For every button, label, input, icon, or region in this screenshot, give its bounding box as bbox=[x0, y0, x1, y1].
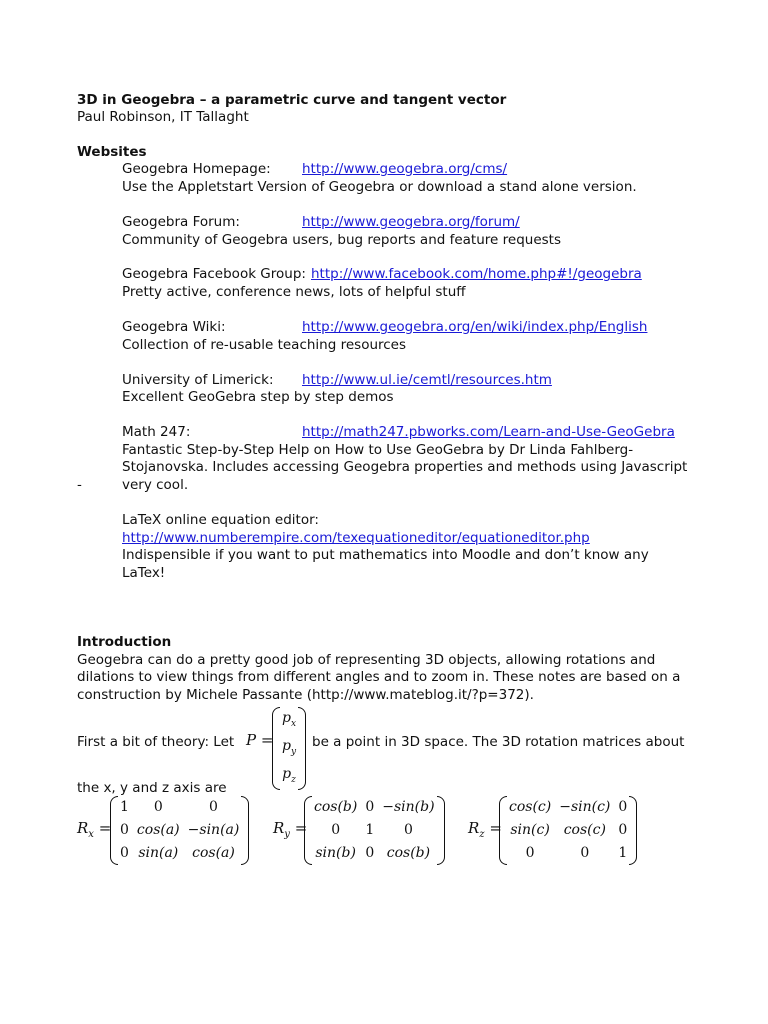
matrix-cell: −sin(c) bbox=[559, 799, 611, 815]
matrix-cell: sin(b) bbox=[315, 845, 356, 861]
doc-author: Paul Robinson, IT Tallaght bbox=[77, 109, 249, 125]
matrix-cell: 0 bbox=[525, 845, 535, 861]
matrix-cell: cos(c) bbox=[563, 822, 606, 838]
left-bracket bbox=[272, 707, 280, 790]
intro-para-line3: construction by Michele Passante (http://www.mateblog.it/?p=372). bbox=[77, 687, 534, 703]
intro-para-line2: dilations to view things from different angles and to zoom in. These notes are based on a bbox=[77, 669, 681, 685]
matrix-cell: 0 bbox=[365, 845, 375, 861]
site-desc-limerick: Excellent GeoGebra step by step demos bbox=[122, 389, 394, 405]
p-vector bbox=[272, 707, 306, 790]
rz-matrix bbox=[499, 796, 637, 865]
bullet-dash: - bbox=[77, 477, 82, 493]
matrix-cell: cos(b) bbox=[314, 799, 358, 815]
matrix-cell: 0 bbox=[580, 845, 590, 861]
matrix-cell: 0 bbox=[618, 822, 628, 838]
matrix-cell: 0 bbox=[331, 822, 341, 838]
rx-matrix-grid bbox=[110, 796, 249, 865]
site-desc-math247-line1: Fantastic Step-by-Step Help on How to Use GeoGebra by Dr Linda Fahlberg- bbox=[122, 442, 634, 458]
p-vector-lhs: P = bbox=[246, 731, 274, 749]
site-desc-wiki: Collection of re-usable teaching resources bbox=[122, 337, 407, 353]
matrix-cell: cos(a) bbox=[192, 845, 235, 861]
matrix-cell: 0 bbox=[209, 799, 218, 815]
right-bracket bbox=[241, 796, 249, 865]
site-link-forum[interactable]: http://www.geogebra.org/forum/ bbox=[302, 214, 520, 230]
site-link-homepage[interactable]: http://www.geogebra.org/cms/ bbox=[302, 161, 508, 177]
axis-text: the x, y and z axis are bbox=[77, 780, 227, 796]
ry-matrix-grid bbox=[304, 796, 445, 865]
matrix-cell: 0 bbox=[153, 799, 163, 815]
site-desc-forum: Community of Geogebra users, bug reports and feature requests bbox=[122, 232, 561, 248]
matrix-cell: cos(a) bbox=[136, 822, 180, 838]
site-desc-homepage: Use the Appletstart Version of Geogebra or download a stand alone version. bbox=[122, 179, 637, 195]
matrix-cell: 0 bbox=[120, 845, 129, 861]
intro-para-line1: Geogebra can do a pretty good job of representing 3D objects, allowing rotations and bbox=[77, 652, 656, 668]
ry-matrix bbox=[304, 796, 445, 865]
matrix-cell: 0 bbox=[120, 822, 129, 838]
right-bracket bbox=[437, 796, 445, 865]
rx-lhs: $R_x$ = bbox=[77, 819, 112, 840]
site-label-math247: Math 247: bbox=[122, 424, 191, 440]
site-link-facebook[interactable]: http://www.facebook.com/home.php#!/geogebra bbox=[311, 266, 642, 282]
left-bracket bbox=[499, 796, 507, 865]
rx-matrix bbox=[110, 796, 249, 865]
site-desc-latex-line1: Indispensible if you want to put mathematics into Moodle and don’t know any bbox=[122, 547, 649, 563]
matrix-cell: cos(b) bbox=[386, 845, 431, 861]
matrix-cell: cos(c) bbox=[509, 799, 552, 815]
matrix-cell: 0 bbox=[365, 799, 375, 815]
matrix-cell: sin(a) bbox=[138, 845, 179, 861]
matrix-cell: 0 bbox=[403, 822, 413, 838]
site-label-facebook: Geogebra Facebook Group: bbox=[122, 266, 306, 282]
rz-matrix-grid bbox=[499, 796, 637, 865]
p-vector-x: $p_x$ bbox=[282, 710, 297, 729]
site-desc-math247-line2: Stojanovska. Includes accessing Geogebra properties and methods using Javascript bbox=[122, 459, 688, 475]
site-link-latex[interactable]: http://www.numberempire.com/texequationeditor/equationeditor.php bbox=[122, 530, 590, 546]
site-desc-math247-line3: very cool. bbox=[122, 477, 189, 493]
matrix-cell: 1 bbox=[120, 799, 129, 815]
matrix-cell: 0 bbox=[618, 799, 628, 815]
doc-title: 3D in Geogebra – a parametric curve and tangent vector bbox=[77, 92, 507, 108]
right-bracket bbox=[629, 796, 637, 865]
site-link-limerick[interactable]: http://www.ul.ie/cemtl/resources.htm bbox=[302, 372, 552, 388]
rz-lhs: $R_z$ = bbox=[468, 819, 502, 840]
intro-heading: Introduction bbox=[77, 634, 172, 650]
site-label-wiki: Geogebra Wiki: bbox=[122, 319, 226, 335]
matrix-cell: 1 bbox=[365, 822, 375, 838]
right-bracket bbox=[298, 707, 306, 790]
site-link-math247[interactable]: http://math247.pbworks.com/Learn-and-Use-GeoGebra bbox=[302, 424, 675, 440]
matrix-cell: −sin(a) bbox=[187, 822, 240, 838]
websites-heading: Websites bbox=[77, 144, 147, 160]
p-vector-z: $p_z$ bbox=[282, 765, 296, 785]
site-label-latex: LaTeX online equation editor: bbox=[122, 512, 319, 528]
theory-text-before: First a bit of theory: Let bbox=[77, 734, 235, 750]
site-label-limerick: University of Limerick: bbox=[122, 372, 274, 388]
site-desc-latex-line2: LaTex! bbox=[122, 565, 166, 581]
theory-text-after: be a point in 3D space. The 3D rotation matrices about bbox=[312, 734, 685, 750]
matrix-cell: sin(c) bbox=[510, 822, 550, 838]
matrix-cell: 1 bbox=[618, 845, 628, 861]
ry-lhs: $R_y$ = bbox=[273, 819, 308, 840]
p-vector-matrix bbox=[272, 707, 306, 790]
site-label-forum: Geogebra Forum: bbox=[122, 214, 240, 230]
left-bracket bbox=[304, 796, 312, 865]
site-label-homepage: Geogebra Homepage: bbox=[122, 161, 271, 177]
p-vector-y: $p_y$ bbox=[282, 737, 297, 757]
site-link-wiki[interactable]: http://www.geogebra.org/en/wiki/index.php/English bbox=[302, 319, 648, 335]
matrix-cell: −sin(b) bbox=[382, 799, 435, 815]
site-desc-facebook: Pretty active, conference news, lots of helpful stuff bbox=[122, 284, 466, 300]
left-bracket bbox=[110, 796, 118, 865]
